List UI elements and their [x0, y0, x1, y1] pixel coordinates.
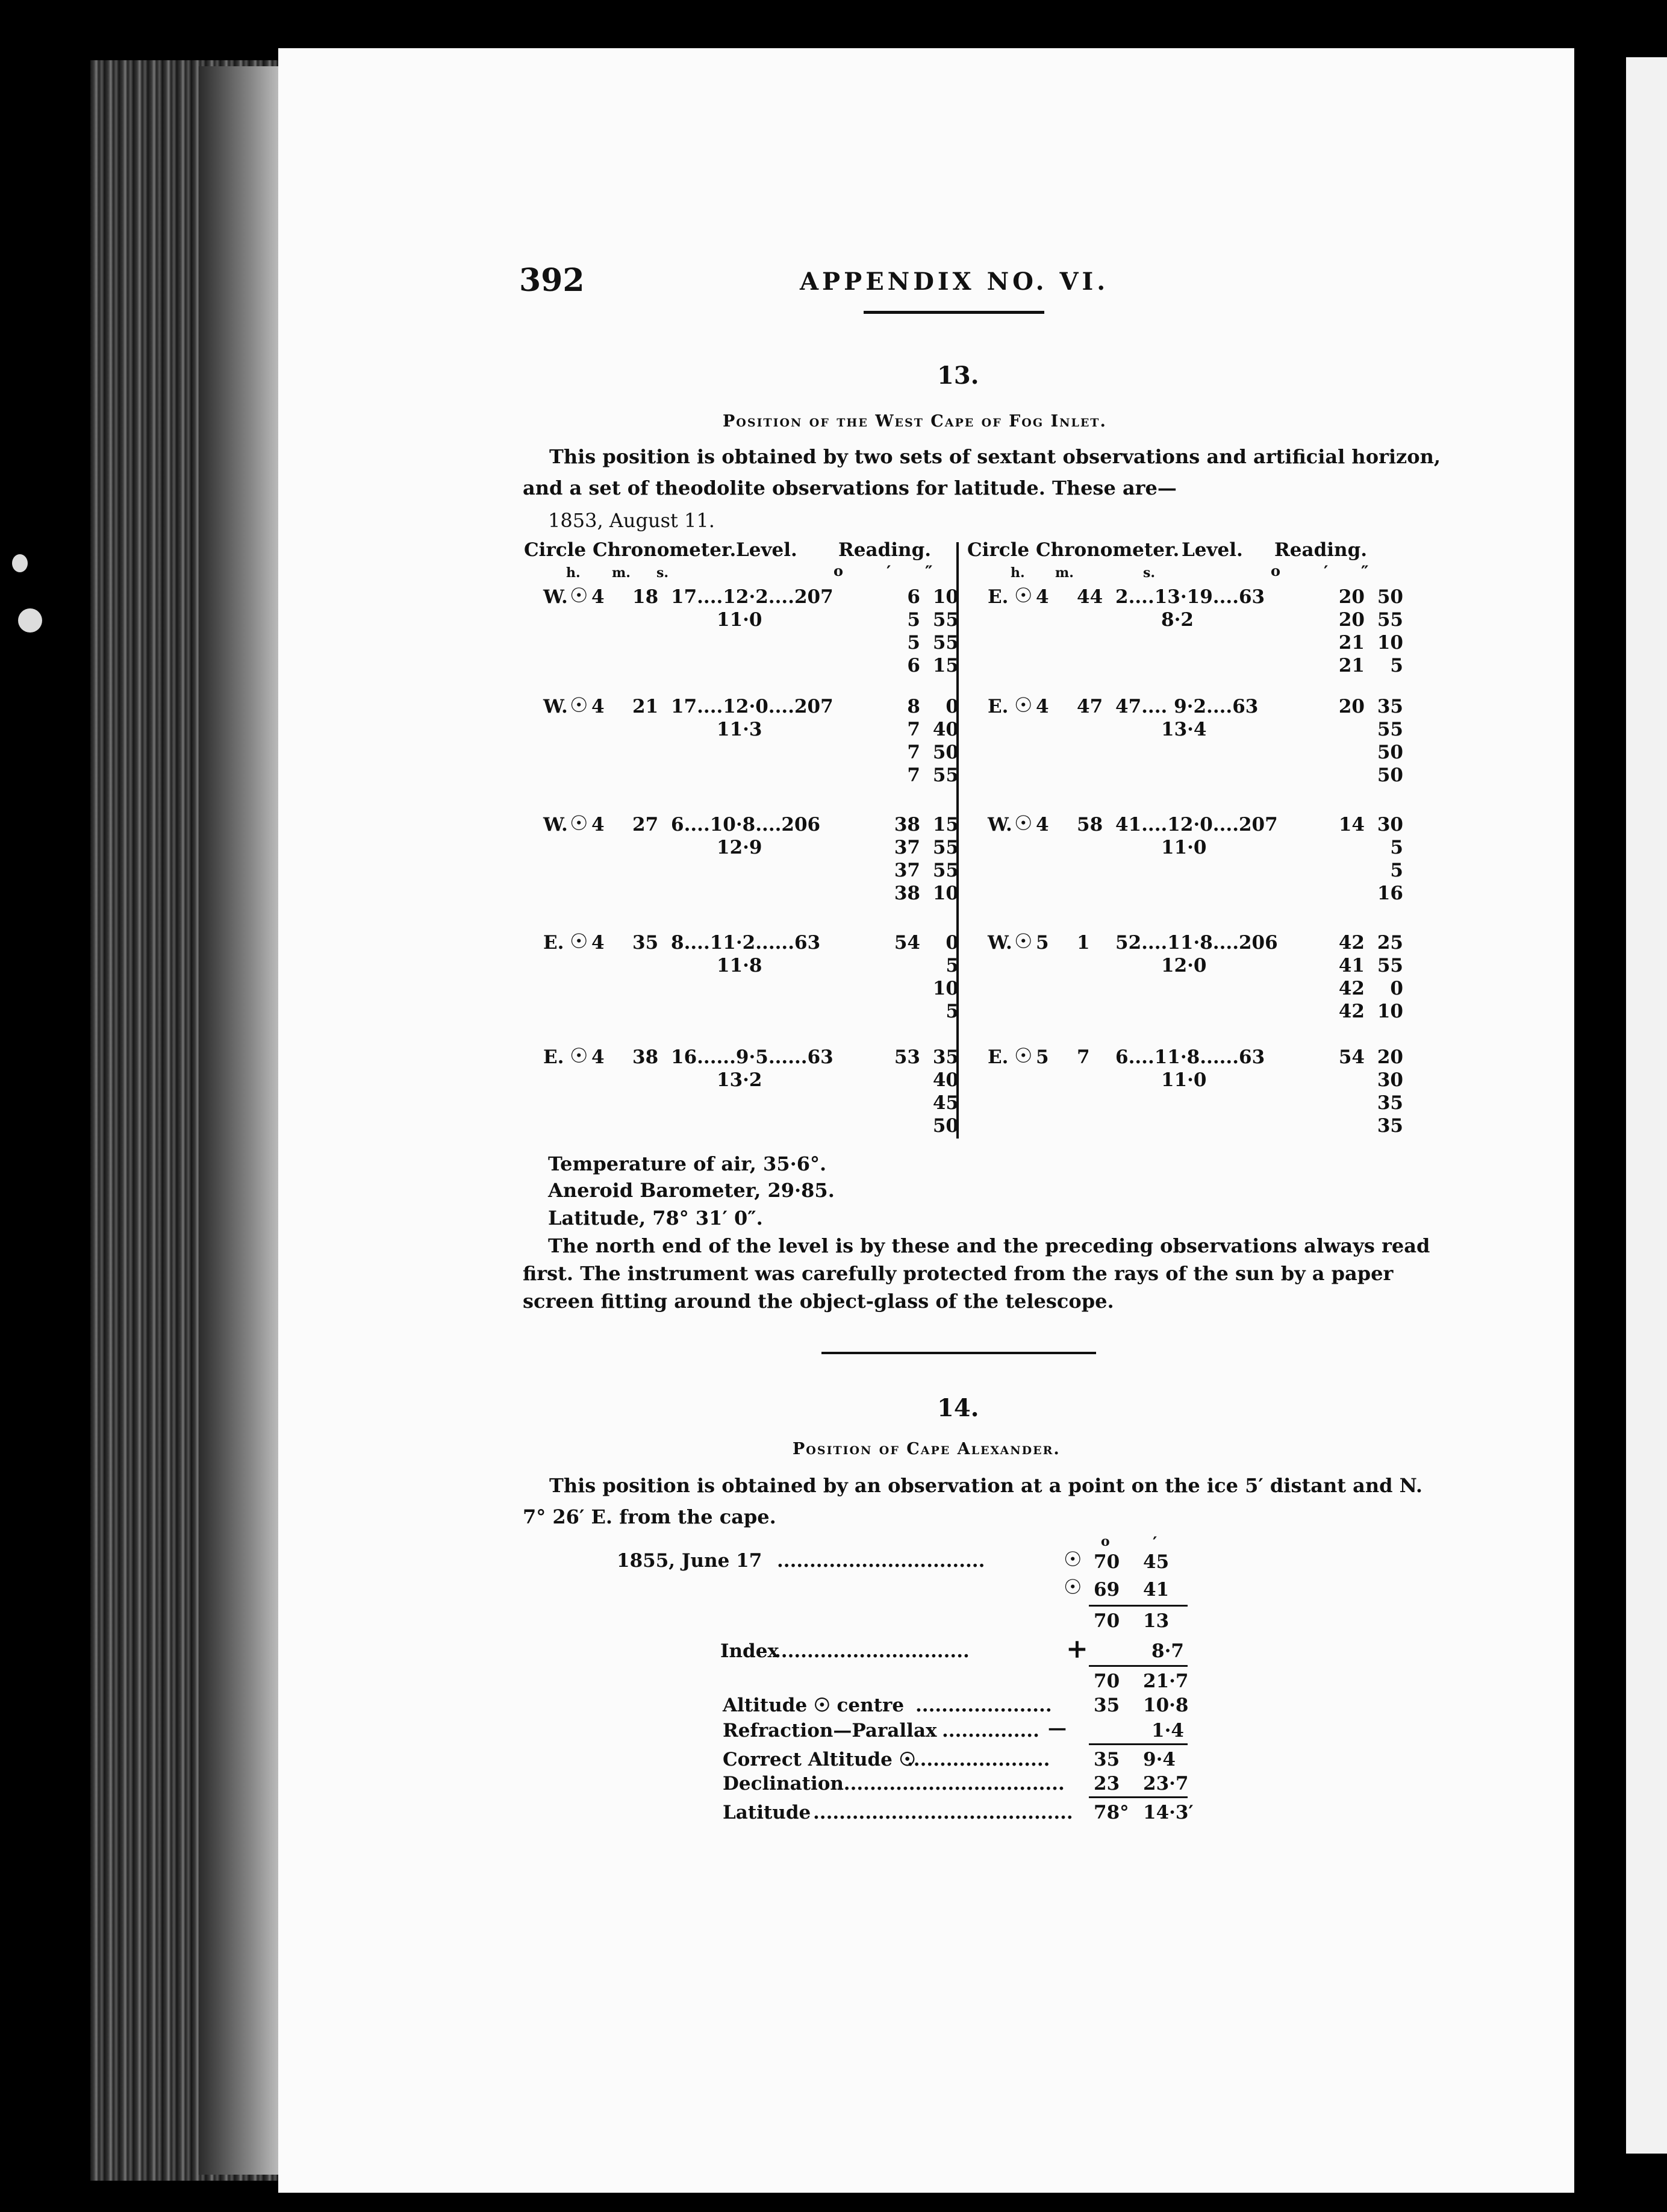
obs-level-second: 11·3 [717, 719, 762, 740]
altitude-label: Altitude ☉ centre [723, 1695, 905, 1716]
unit-deg: o [1271, 562, 1281, 580]
column-header: Level. [1182, 539, 1243, 561]
obs-seconds-level: 2....13·19....63 [1115, 586, 1265, 608]
reading-seconds: 50 [932, 742, 959, 763]
obs-seconds-level: 16......9·5......63 [671, 1046, 833, 1068]
reading-minutes: 41 [1338, 955, 1365, 976]
refraction-label: Refraction—Parallax [723, 1720, 937, 1742]
reading-minutes: 38 [894, 883, 920, 904]
latitude-min: 14·3′ [1143, 1802, 1194, 1823]
latitude-deg: 78° [1094, 1802, 1129, 1823]
obs-minute: 47 [1077, 696, 1103, 717]
column-header: Reading. [838, 539, 932, 561]
unit-sec: ″ [925, 562, 933, 582]
leader-dots: ................................... [837, 1773, 1065, 1795]
reading-seconds: 40 [932, 1069, 959, 1091]
reading-seconds: 50 [1377, 742, 1403, 763]
obs-circle: E. [543, 932, 564, 954]
leader-dots: ............... [942, 1720, 1039, 1742]
unit-m: m. [612, 565, 631, 581]
sum-min: 13 [1143, 1610, 1170, 1632]
date-label: 1855, June 17 [617, 1550, 762, 1572]
reading-seconds: 10 [932, 586, 959, 608]
obs-level-second: 13·2 [717, 1069, 762, 1091]
reading-minutes: 5 [907, 632, 920, 654]
sun-symbol-icon: ☉ [570, 811, 588, 836]
reading-minutes: 7 [907, 719, 920, 740]
correct-rule [1089, 1743, 1188, 1745]
sun-symbol-icon: ☉ [570, 929, 588, 954]
unit-h: h. [566, 565, 581, 581]
reading-seconds: 10 [932, 978, 959, 999]
obs-hour: 5 [1036, 932, 1049, 954]
obs-hour: 4 [1036, 586, 1049, 608]
reading-minutes: 5 [907, 609, 920, 631]
reading-seconds: 0 [1390, 978, 1403, 999]
reading-minutes: 7 [907, 764, 920, 786]
declination-deg: 23 [1094, 1773, 1120, 1795]
reading-seconds: 16 [1377, 883, 1403, 904]
reading-seconds: 30 [1377, 1069, 1403, 1091]
sum-deg: 70 [1094, 1610, 1120, 1632]
obs-hour: 4 [1036, 696, 1049, 717]
scan-speck [12, 554, 28, 572]
obs-circle: E. [988, 696, 1009, 717]
obs-hour: 4 [1036, 814, 1049, 836]
obs-minute: 35 [632, 932, 659, 954]
total-rule [1089, 1665, 1188, 1667]
closing-line: screen fitting around the object-glass of the telescope. [523, 1290, 1114, 1313]
obs-seconds-level: 17....12·2....207 [671, 586, 833, 608]
obs-minute: 58 [1077, 814, 1103, 836]
obs1-min: 45 [1143, 1551, 1170, 1573]
reading-seconds: 55 [1377, 719, 1403, 740]
unit-deg: o [1101, 1534, 1110, 1549]
unit-min: ′ [886, 562, 891, 582]
obs2-deg: 69 [1094, 1579, 1120, 1601]
sun-symbol-icon: ☉ [1014, 693, 1033, 717]
obs-circle: E. [988, 586, 1009, 608]
reading-seconds: 25 [1377, 932, 1403, 954]
page-number: 392 [519, 262, 585, 299]
section-title: Position of the West Cape of Fog Inlet. [723, 412, 1107, 431]
reading-seconds: 55 [932, 609, 959, 631]
obs-seconds-level: 6....11·8......63 [1115, 1046, 1265, 1068]
latitude-rule [1089, 1796, 1188, 1798]
index-min: 8·7 [1151, 1640, 1184, 1662]
reading-seconds: 0 [946, 696, 959, 717]
reading-minutes: 53 [894, 1046, 920, 1068]
header-rule [864, 311, 1044, 314]
unit-min: ′ [1324, 562, 1329, 582]
reading-minutes: 42 [1338, 932, 1365, 954]
unit-sec: ″ [1361, 562, 1369, 582]
leader-dots: ..................... [915, 1695, 1052, 1716]
section-number: 13. [937, 361, 979, 390]
intro-line: This position is obtained by an observation at a point on the ice 5′ distant and N. [549, 1474, 1423, 1497]
reading-seconds: 5 [1390, 837, 1403, 858]
reading-minutes: 21 [1338, 632, 1365, 654]
obs-level-second: 12·0 [1161, 955, 1207, 976]
sun-symbol-icon: ☉ [1014, 1044, 1033, 1068]
obs-minute: 44 [1077, 586, 1103, 608]
obs-hour: 4 [591, 932, 605, 954]
reading-seconds: 55 [1377, 955, 1403, 976]
obs-minute: 1 [1077, 932, 1090, 954]
section-title: Position of Cape Alexander. [793, 1440, 1061, 1458]
obs-seconds-level: 6....10·8....206 [671, 814, 821, 836]
obs-level-second: 11·0 [717, 609, 762, 631]
reading-minutes: 6 [907, 655, 920, 676]
facing-page [1626, 57, 1667, 2154]
obs-level-second: 11·8 [717, 955, 762, 976]
column-header: Level. [736, 539, 797, 561]
section-divider [821, 1352, 1096, 1354]
obs-level-second: 12·9 [717, 837, 762, 858]
obs-seconds-level: 17....12·0....207 [671, 696, 833, 717]
sun-symbol-icon: ☉ [1014, 584, 1033, 608]
unit-s: s. [656, 565, 669, 581]
correct-label: Correct Altitude ☉ [723, 1749, 916, 1770]
reading-minutes: 42 [1338, 1001, 1365, 1022]
column-header: Circle Chronometer. [524, 539, 737, 561]
reading-seconds: 0 [946, 932, 959, 954]
sun-upper-limb-icon: ☉ [1064, 1575, 1082, 1599]
obs-level-second: 13·4 [1161, 719, 1207, 740]
obs-circle: W. [543, 696, 568, 717]
reading-seconds: 55 [932, 860, 959, 881]
intro-line: This position is obtained by two sets of sextant observations and artificial horizon, [549, 445, 1441, 468]
obs1-deg: 70 [1094, 1551, 1120, 1573]
latitude-label: Latitude [723, 1802, 811, 1823]
reading-minutes: 20 [1338, 586, 1365, 608]
reading-seconds: 55 [932, 632, 959, 654]
obs-minute: 21 [632, 696, 659, 717]
reading-seconds: 50 [1377, 586, 1403, 608]
closing-line: first. The instrument was carefully protected from the rays of the sun by a paper [523, 1262, 1394, 1285]
leader-dots: ........................................ [813, 1802, 1073, 1823]
reading-minutes: 42 [1338, 978, 1365, 999]
obs-circle: E. [988, 1046, 1009, 1068]
reading-seconds: 10 [1377, 632, 1403, 654]
obs-minute: 18 [632, 586, 659, 608]
reading-seconds: 50 [1377, 764, 1403, 786]
obs-hour: 4 [591, 814, 605, 836]
running-title: APPENDIX NO. VI. [800, 267, 1109, 296]
reading-seconds: 5 [946, 955, 959, 976]
obs-seconds-level: 52....11·8....206 [1115, 932, 1278, 954]
reading-seconds: 40 [932, 719, 959, 740]
declination-min: 23·7 [1143, 1773, 1189, 1795]
obs-level-second: 8·2 [1161, 609, 1194, 631]
obs-hour: 4 [591, 696, 605, 717]
obs-minute: 7 [1077, 1046, 1090, 1068]
intro-line: and a set of theodolite observations for latitude. These are— [523, 476, 1177, 499]
obs-seconds-level: 41....12·0....207 [1115, 814, 1278, 836]
reading-seconds: 55 [1377, 609, 1403, 631]
reading-minutes: 20 [1338, 609, 1365, 631]
note: Aneroid Barometer, 29·85. [548, 1179, 835, 1202]
intro-line: 7° 26′ E. from the cape. [523, 1505, 776, 1528]
sun-symbol-icon: ☉ [1014, 929, 1033, 954]
obs-hour: 4 [591, 586, 605, 608]
reading-seconds: 50 [932, 1115, 959, 1137]
obs-level-second: 11·0 [1161, 837, 1207, 858]
reading-minutes: 6 [907, 586, 920, 608]
reading-seconds: 45 [932, 1092, 959, 1114]
reading-minutes: 14 [1338, 814, 1365, 836]
plus-sign: + [1066, 1634, 1088, 1664]
total-deg: 70 [1094, 1670, 1120, 1692]
obs-circle: W. [543, 814, 568, 836]
obs-hour: 5 [1036, 1046, 1049, 1068]
altitude-min: 10·8 [1143, 1695, 1189, 1716]
reading-minutes: 54 [894, 932, 920, 954]
obs-circle: W. [543, 586, 568, 608]
column-header: Reading. [1274, 539, 1368, 561]
obs-seconds-level: 47.... 9·2....63 [1115, 696, 1259, 717]
reading-seconds: 35 [1377, 696, 1403, 717]
section-number: 14. [937, 1394, 979, 1422]
reading-seconds: 35 [1377, 1092, 1403, 1114]
leader-dots: ................................ [777, 1550, 985, 1572]
reading-seconds: 55 [932, 837, 959, 858]
reading-seconds: 10 [932, 883, 959, 904]
leader-dots: .............................. [774, 1640, 970, 1662]
unit-deg: o [833, 562, 844, 580]
reading-seconds: 15 [932, 814, 959, 836]
obs-circle: W. [988, 932, 1012, 954]
obs-level-second: 11·0 [1161, 1069, 1207, 1091]
reading-seconds: 20 [1377, 1046, 1403, 1068]
unit-m: m. [1055, 565, 1074, 581]
scan-speck [18, 608, 42, 633]
reading-seconds: 5 [946, 1001, 959, 1022]
obs-circle: E. [543, 1046, 564, 1068]
minus-sign: — [1048, 1717, 1067, 1739]
index-label: Index [720, 1640, 779, 1662]
note: Temperature of air, 35·6°. [548, 1152, 827, 1175]
obs-minute: 27 [632, 814, 659, 836]
sun-symbol-icon: ☉ [570, 1044, 588, 1068]
reading-seconds: 5 [1390, 860, 1403, 881]
page-edges [199, 66, 289, 2175]
reading-minutes: 54 [1338, 1046, 1365, 1068]
note: Latitude, 78° 31′ 0″. [548, 1207, 763, 1229]
sun-lower-limb-icon: ☉ [1064, 1548, 1082, 1572]
reading-seconds: 10 [1377, 1001, 1403, 1022]
obs-circle: W. [988, 814, 1012, 836]
reading-seconds: 15 [932, 655, 959, 676]
sum-rule [1089, 1605, 1188, 1607]
unit-h: h. [1011, 565, 1025, 581]
obs-hour: 4 [591, 1046, 605, 1068]
unit-min: ′ [1153, 1533, 1158, 1553]
reading-minutes: 7 [907, 742, 920, 763]
altitude-deg: 35 [1094, 1695, 1120, 1716]
sun-symbol-icon: ☉ [570, 584, 588, 608]
reading-seconds: 35 [932, 1046, 959, 1068]
sun-symbol-icon: ☉ [1014, 811, 1033, 836]
reading-minutes: 37 [894, 837, 920, 858]
reading-seconds: 55 [932, 764, 959, 786]
correct-min: 9·4 [1143, 1749, 1176, 1770]
unit-s: s. [1143, 565, 1156, 581]
reading-seconds: 5 [1390, 655, 1403, 676]
declination-label: Declination [723, 1773, 844, 1795]
date: 1853, August 11. [548, 509, 715, 532]
total-min: 21·7 [1143, 1670, 1189, 1692]
reading-seconds: 35 [1377, 1115, 1403, 1137]
closing-line: The north end of the level is by these and the preceding observations always read [548, 1234, 1430, 1257]
correct-deg: 35 [1094, 1749, 1120, 1770]
leader-dots: ...................... [907, 1749, 1050, 1770]
reading-minutes: 38 [894, 814, 920, 836]
reading-minutes: 37 [894, 860, 920, 881]
reading-minutes: 20 [1338, 696, 1365, 717]
column-header: Circle Chronometer. [967, 539, 1180, 561]
obs-minute: 38 [632, 1046, 659, 1068]
reading-minutes: 21 [1338, 655, 1365, 676]
refraction-min: 1·4 [1151, 1720, 1184, 1742]
sun-symbol-icon: ☉ [570, 693, 588, 717]
obs-seconds-level: 8....11·2......63 [671, 932, 821, 954]
reading-seconds: 30 [1377, 814, 1403, 836]
obs2-min: 41 [1143, 1579, 1170, 1601]
reading-minutes: 8 [907, 696, 920, 717]
